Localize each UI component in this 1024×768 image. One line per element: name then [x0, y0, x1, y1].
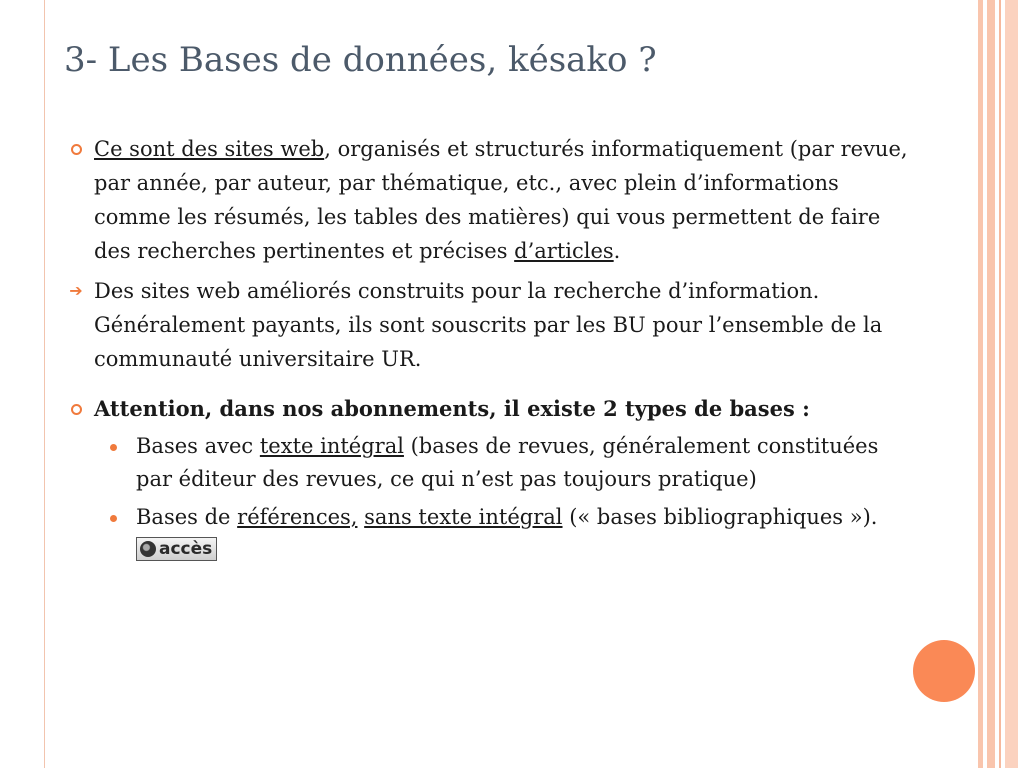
bullet-item-2	[60, 274, 910, 376]
slide-content	[60, 132, 910, 567]
sub-item-1	[60, 430, 910, 496]
articles-link[interactable]: d’articles	[514, 239, 614, 263]
stripe	[978, 0, 983, 768]
item-2-text: Des sites web améliorés construits pour la recherche d’information. Généralement payants, ils sont souscrits par les BU pour l’ensemble de la communauté universitaire UR.	[94, 279, 883, 371]
sub-1-post: (bases de revues, généralement constituées par éditeur des revues, ce qui n’est pas toujours pratique)	[136, 434, 879, 491]
bullet-item-1	[60, 132, 910, 268]
sans-texte-integral-link[interactable]: sans texte intégral	[364, 505, 563, 529]
decorative-circle	[913, 640, 975, 702]
dot-bullet-icon	[110, 444, 117, 451]
access-label: accès	[159, 539, 213, 559]
item-1-text: , organisés et structurés informatiquement (par revue, par année, par auteur, par thématique, etc., avec plein d’informations comme les résumés, les tables des matières) qui vous permettent de faire des recherches pertinentes et précises	[94, 137, 908, 263]
access-button[interactable]	[136, 537, 217, 561]
item-1-end: .	[613, 239, 621, 263]
texte-integral-link[interactable]: texte intégral	[259, 434, 404, 458]
sub-2-post: (« bases bibliographiques »).	[562, 505, 878, 529]
bullet-item-3	[60, 392, 910, 426]
stripe	[1005, 0, 1018, 768]
ring-bullet-icon	[66, 132, 86, 167]
sub-1-pre: Bases avec	[136, 434, 260, 458]
item-3-text: Attention, dans nos abonnements, il existe 2 types de bases :	[94, 396, 810, 421]
sub-2-pre: Bases de	[136, 505, 238, 529]
slide-title: 3- Les Bases de données, késako ?	[64, 40, 657, 80]
decorative-stripes	[978, 0, 1024, 768]
stripe	[987, 0, 995, 768]
ring-bullet-icon	[66, 392, 86, 427]
sub-item-2	[60, 501, 910, 567]
sites-web-link[interactable]: Ce sont des sites web	[94, 137, 325, 161]
arrow-bullet-icon: ➔	[69, 281, 83, 300]
stripe	[999, 0, 1001, 768]
dot-bullet-icon	[110, 515, 117, 522]
references-link[interactable]: références,	[237, 505, 358, 529]
access-icon	[140, 541, 156, 557]
